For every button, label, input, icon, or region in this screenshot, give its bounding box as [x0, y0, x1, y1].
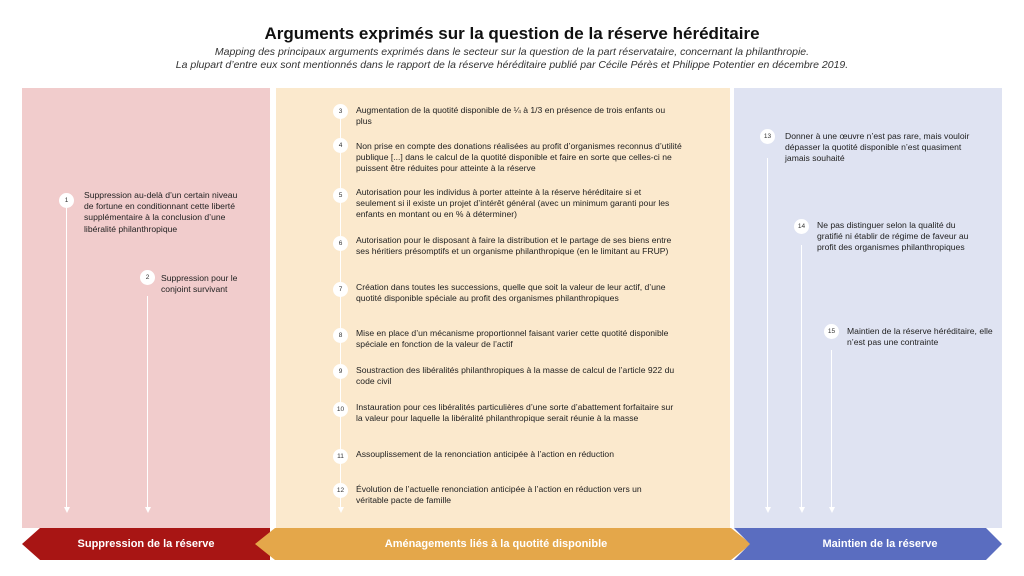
argument-text: Augmentation de la quotité disponible de ¼ à 1/3 en présence de trois enfants ou plus	[356, 105, 666, 127]
argument-text: Suppression pour le conjoint survivant	[161, 273, 238, 295]
banner-maintien-label: Maintien de la réserve	[822, 538, 938, 550]
argument-number: 15	[824, 324, 839, 339]
argument-number: 12	[333, 483, 348, 498]
argument-text: Mise en place d’un mécanisme proportionnel faisant varier cette quotité disponible spéciale en fonction de la valeur de l’actif	[356, 328, 669, 350]
argument-number: 2	[140, 270, 155, 285]
argument-number: 14	[794, 219, 809, 234]
subtitle-line-2: La plupart d’entre eux sont mentionnés dans le rapport de la réserve héréditaire publié par Cécile Pérès et Philippe Potentier en décembre 2019.	[175, 59, 849, 71]
argument-number: 1	[59, 193, 74, 208]
argument-text: Évolution de l’actuelle renonciation anticipée à l’action en réduction vers un véritable pacte de famille	[356, 484, 642, 506]
page-title: Arguments exprimés sur la question de la réserve héréditaire	[264, 24, 760, 43]
argument-text: Assouplissement de la renonciation anticipée à l’action en réduction	[356, 449, 614, 459]
argument-number: 10	[333, 402, 348, 417]
argument-number: 3	[333, 104, 348, 119]
argument-text: Donner à une œuvre n’est pas rare, mais vouloir dépasser la quotité disponible n’est quasiment jamais souhaité	[785, 131, 970, 164]
argument-number: 5	[333, 188, 348, 203]
argument-text: Suppression au-delà d’un certain niveau de fortune en conditionnant cette liberté supplémentaire à la conclusion d’une libéralité philanthropique	[84, 190, 238, 234]
argument-number: 6	[333, 236, 348, 251]
argument-number: 7	[333, 282, 348, 297]
banner-amenagements-label: Aménagements liés à la quotité disponible	[384, 538, 608, 550]
argument-number: 8	[333, 328, 348, 343]
argument-text: Soustraction des libéralités philanthropiques à la masse de calcul de l’article 922 du code civil	[356, 365, 675, 387]
argument-text: Instauration pour ces libéralités particulières d’une sorte d’abattement forfaitaire sur la valeur pour laquelle la libéralité philanthropique serait réunie à la masse	[356, 402, 674, 424]
argument-text: Création dans toutes les successions, quelle que soit la valeur de leur actif, d’une quotité disponible spéciale au profit des organismes philanthropiques	[356, 282, 666, 304]
subtitle-line-1: Mapping des principaux arguments exprimés dans le secteur sur la question de la part réservataire, concernant la philanthropie.	[214, 46, 810, 58]
argument-text: Non prise en compte des donations réalisées au profit d’organismes reconnus d’utilité publique [...] dans le calcul de la quotité disponible et faire en sorte que celles-ci ne puissent être réduites pour atteinte à la réserve	[356, 141, 682, 174]
argument-number: 4	[333, 138, 348, 153]
banner-suppression-label: Suppression de la réserve	[77, 538, 215, 550]
argument-text: Ne pas distinguer selon la qualité du gratifié ni établir de régime de faveur au profit des organismes philanthropiques	[817, 220, 969, 253]
argument-text: Autorisation pour les individus à porter atteinte à la réserve héréditaire si et seulement si il existe un projet d’intérêt général (avec un minimum garanti pour les enfants en montant ou en % à déterminer)	[356, 187, 670, 220]
argument-number: 11	[333, 449, 348, 464]
argument-text: Autorisation pour le disposant à faire la distribution et le partage de ses biens entre ses héritiers présomptifs et un organisme philanthropique (en le limitant au FRUP)	[356, 235, 672, 257]
argument-number: 9	[333, 364, 348, 379]
argument-number: 13	[760, 129, 775, 144]
argument-text: Maintien de la réserve héréditaire, elle n’est pas une contrainte	[847, 326, 993, 348]
